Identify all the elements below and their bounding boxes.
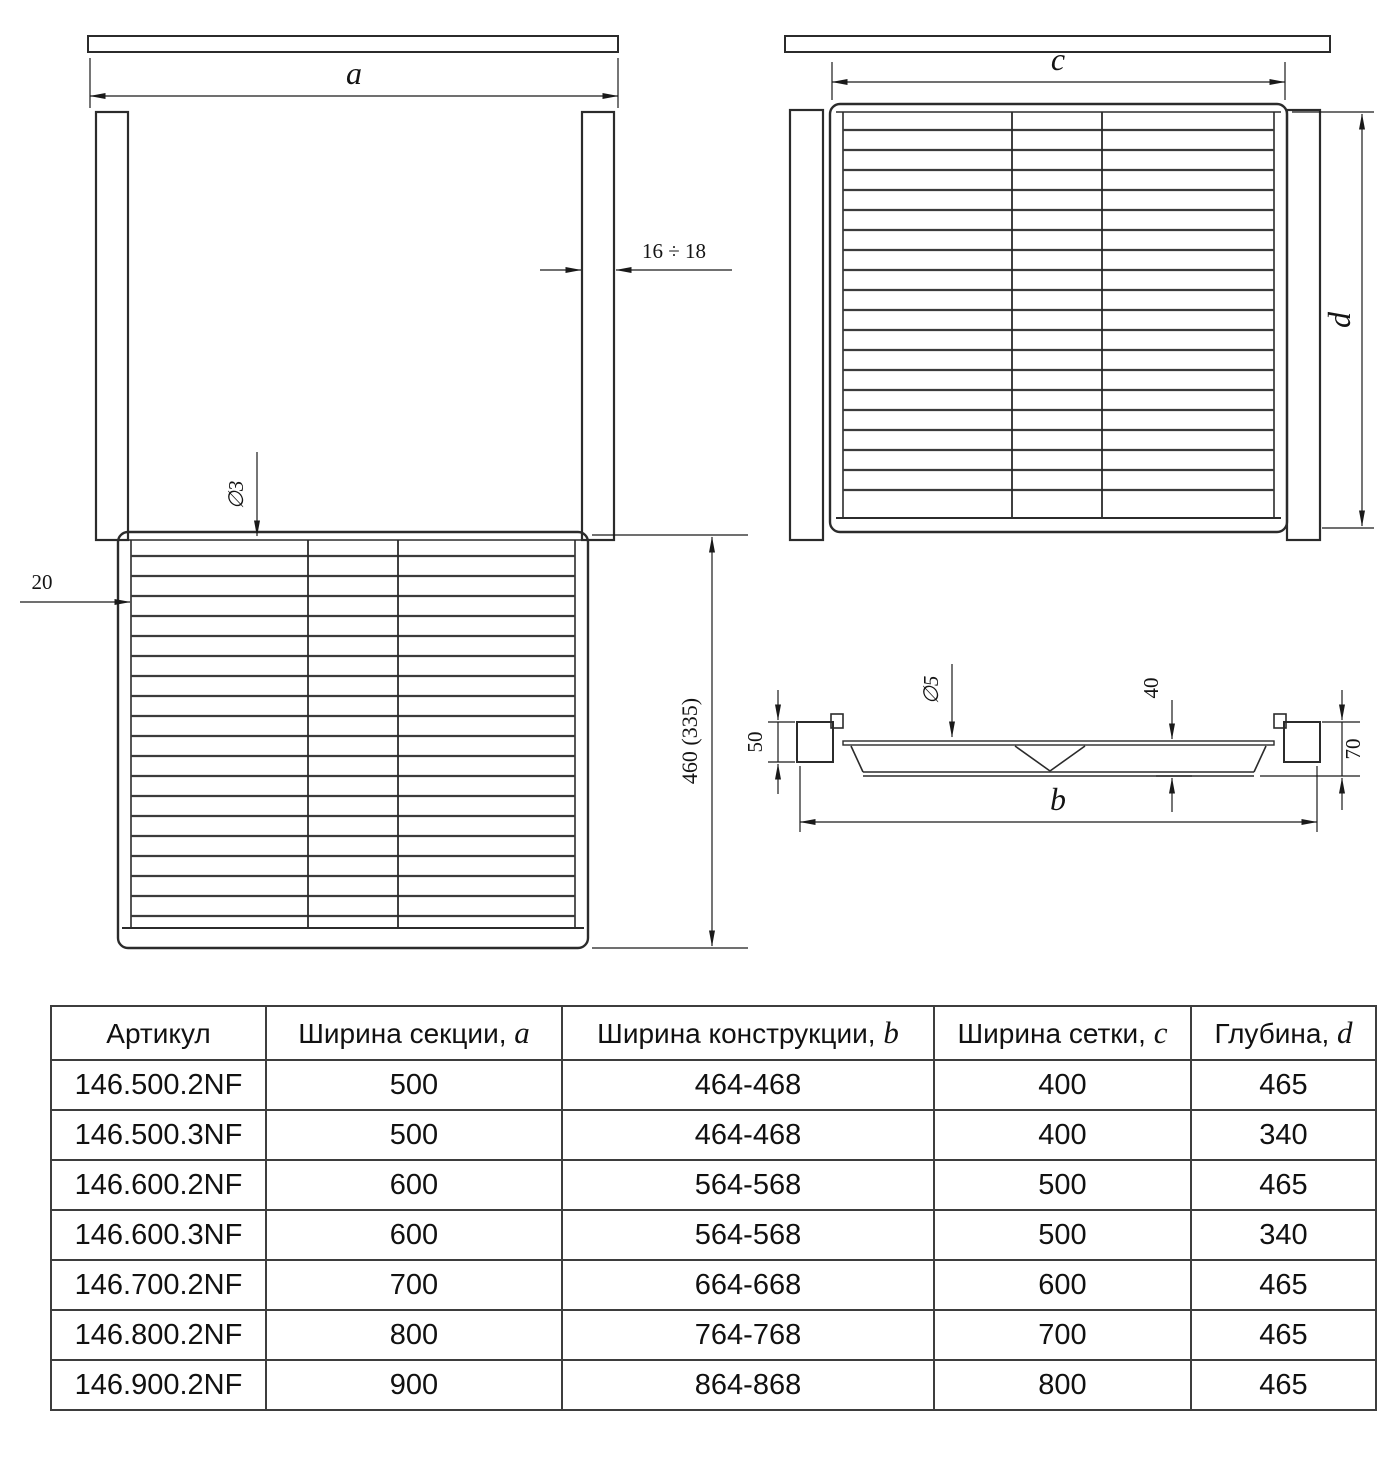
table-row xyxy=(51,1110,1376,1160)
cell-section-width: 700 xyxy=(266,1260,562,1310)
col-header-var: a xyxy=(514,1015,530,1050)
frame-rail xyxy=(843,741,1274,745)
cell-article: 146.500.2NF xyxy=(51,1060,266,1110)
col-header-section-width xyxy=(266,1006,562,1060)
cell-section-width: 800 xyxy=(266,1310,562,1360)
col-header-label: Ширина секции, xyxy=(298,1018,515,1049)
cell-grid-width: 600 xyxy=(934,1260,1191,1310)
cell-construction-width: 564-568 xyxy=(562,1210,934,1260)
front-view-extended xyxy=(88,36,618,948)
cell-grid-width: 400 xyxy=(934,1060,1191,1110)
cell-depth: 465 xyxy=(1191,1160,1376,1210)
right-bracket xyxy=(1284,722,1320,762)
cell-construction-width: 764-768 xyxy=(562,1310,934,1360)
col-header-var: b xyxy=(883,1015,899,1050)
cell-construction-width: 864-868 xyxy=(562,1360,934,1410)
cell-grid-width: 700 xyxy=(934,1310,1191,1360)
cell-construction-width: 464-468 xyxy=(562,1060,934,1110)
cell-grid-width: 800 xyxy=(934,1360,1191,1410)
cell-article: 146.800.2NF xyxy=(51,1310,266,1360)
right-side-panel xyxy=(1287,110,1320,540)
cell-depth: 465 xyxy=(1191,1360,1376,1410)
cell-grid-width: 500 xyxy=(934,1160,1191,1210)
right-side-panel xyxy=(582,112,614,540)
cell-article: 146.900.2NF xyxy=(51,1360,266,1410)
table-row xyxy=(51,1060,1376,1110)
dim-label-panel-thickness: 16 ÷ 18 xyxy=(641,239,707,263)
dim-label-wire-diameter-5: ∅5 xyxy=(919,675,943,705)
cell-article: 146.700.2NF xyxy=(51,1260,266,1310)
col-header-var: c xyxy=(1153,1015,1168,1050)
cell-section-width: 900 xyxy=(266,1360,562,1410)
cell-construction-width: 564-568 xyxy=(562,1160,934,1210)
dim-label-depth-460: 460 (335) xyxy=(677,697,702,785)
col-header-label: Ширина сетки, xyxy=(957,1018,1154,1049)
col-header-label: Артикул xyxy=(106,1018,211,1049)
dim-label-c: c xyxy=(1050,41,1066,77)
dim-label-b: b xyxy=(1050,781,1066,817)
cell-section-width: 600 xyxy=(266,1210,562,1260)
col-header-construction-width xyxy=(562,1006,934,1060)
col-header-label: Глубина, xyxy=(1214,1018,1337,1049)
left-side-panel xyxy=(96,112,128,540)
table-row xyxy=(51,1260,1376,1310)
table-row xyxy=(51,1210,1376,1260)
cell-section-width: 500 xyxy=(266,1110,562,1160)
col-header-depth xyxy=(1191,1006,1376,1060)
cell-depth: 340 xyxy=(1191,1110,1376,1160)
basket-wires xyxy=(131,546,575,926)
spec-table xyxy=(50,1005,1377,1411)
col-header-var: d xyxy=(1337,1015,1353,1050)
table-row xyxy=(51,1310,1376,1360)
col-header-article xyxy=(51,1006,266,1060)
side-profile-view xyxy=(797,714,1320,776)
dim-label-offset-20: 20 xyxy=(31,570,53,594)
cell-construction-width: 664-668 xyxy=(562,1260,934,1310)
table-row xyxy=(51,1160,1376,1210)
cabinet-top-rail xyxy=(88,36,618,52)
dim-label-wire-diameter-3: ∅3 xyxy=(224,480,248,510)
cell-article: 146.600.2NF xyxy=(51,1160,266,1210)
top-view-retracted xyxy=(785,36,1330,540)
dim-label-bracket-50: 50 xyxy=(743,731,767,753)
cell-grid-width: 400 xyxy=(934,1110,1191,1160)
side-profile-labels xyxy=(743,676,1365,817)
cell-depth: 465 xyxy=(1191,1260,1376,1310)
cell-section-width: 500 xyxy=(266,1060,562,1110)
cell-grid-width: 500 xyxy=(934,1210,1191,1260)
basket-wires xyxy=(843,120,1274,500)
cell-section-width: 600 xyxy=(266,1160,562,1210)
cell-article: 146.600.3NF xyxy=(51,1210,266,1260)
dim-label-height-70: 70 xyxy=(1341,738,1365,760)
cell-article: 146.500.3NF xyxy=(51,1110,266,1160)
cell-construction-width: 464-468 xyxy=(562,1110,934,1160)
dim-label-a: a xyxy=(346,55,362,91)
table-row xyxy=(51,1360,1376,1410)
cell-depth: 465 xyxy=(1191,1310,1376,1360)
col-header-label: Ширина конструкции, xyxy=(597,1018,884,1049)
col-header-grid-width xyxy=(934,1006,1191,1060)
left-bracket xyxy=(797,722,833,762)
table-header-row xyxy=(51,1006,1376,1060)
left-side-panel xyxy=(790,110,823,540)
dim-label-d: d xyxy=(1321,312,1357,328)
dim-label-drop-40: 40 xyxy=(1139,677,1163,699)
cell-depth: 340 xyxy=(1191,1210,1376,1260)
cell-depth: 465 xyxy=(1191,1060,1376,1110)
